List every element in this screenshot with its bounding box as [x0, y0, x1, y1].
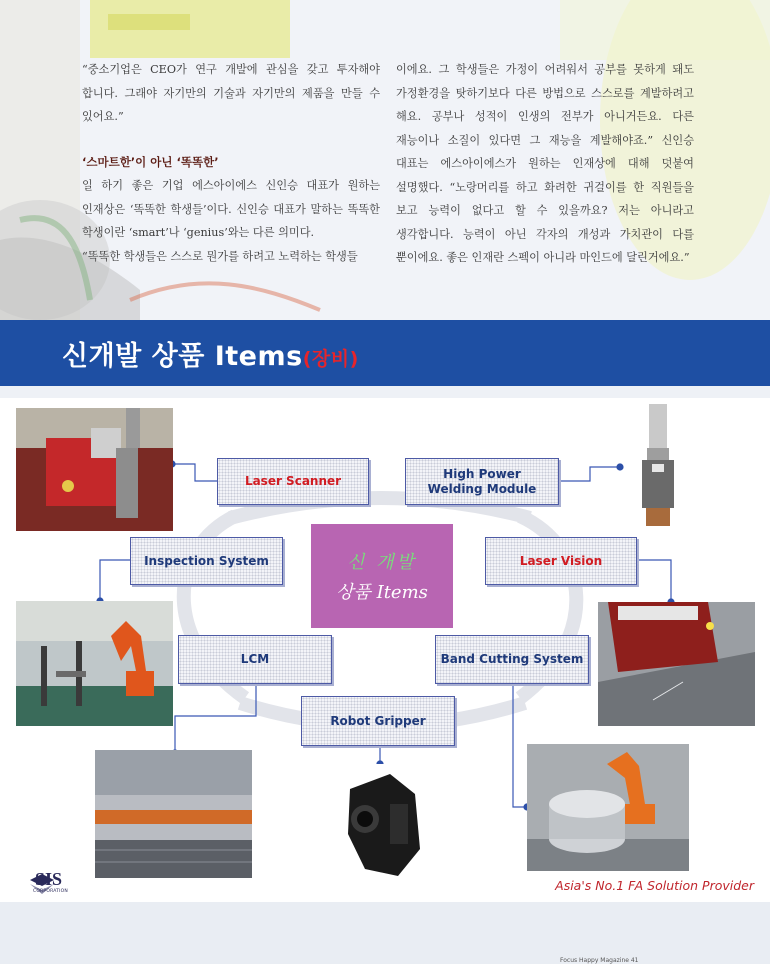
- robot-gripper-label: Robot Gripper: [330, 713, 426, 728]
- laser-vision-photo: [598, 602, 755, 726]
- inspection-system-photo: [16, 601, 173, 726]
- connector-welding-module: [559, 467, 620, 481]
- article-paragraph: 이에요. 그 학생들은 가정이 어려워서 공부를 못하게 돼도 가정환경을 탓하기보다 다른 방법으로 스스로를 계발하려고 해요. 공부나 성적이 인생의 전부가 아니거든요. 다른 재능이나 소질이 있다면 그 재능을 계발해야죠.” 신인승 대표는 에스아이에스가 원하는 인재상에 대해 덧붙여 설명했다. “노랑머리를 하고 화려한 귀걸이를 한 직원들을 보고 능력이 없다고 할 수 있을까요? 저는 아니라고 생각합니다. 능력이 아닌 각자의 개성과 가치관이 다를 뿐이에요. 좋은 인재란 스펙이 아니라 마인드에 달린거에요.”: [396, 63, 694, 264]
- article-paragraph: “똑똑한 학생들은 스스로 뭔가를 하려고 노력하는 학생들: [82, 249, 358, 263]
- article-paragraph: 일 하기 좋은 기업 에스아이에스 신인승 대표가 원하는 인재상은 ‘똑똑한 학생들’이다. 신인승 대표가 말하는 똑똑한 학생이란 ‘smart’나 ‘genius’와는 다른 의미다.: [82, 179, 380, 239]
- robot-gripper-box: [301, 696, 455, 746]
- page-footer: Focus Happy Magazine 41: [560, 957, 639, 964]
- brand-tagline: Asia's No.1 FA Solution Provider: [555, 878, 754, 893]
- article-left-column: [82, 58, 380, 268]
- connector-inspection-system: [100, 560, 130, 601]
- sis-logo-text: SIS: [35, 869, 63, 889]
- laser-vision-label: Laser Vision: [519, 553, 603, 568]
- laser-vision-box: [485, 537, 637, 585]
- banner-title-text: 신개발 상품 Items: [62, 341, 303, 372]
- connector-laser-scanner: [172, 464, 217, 481]
- center-title-line2: 상품 Items: [336, 582, 428, 603]
- banner-title: [62, 334, 359, 373]
- connector-dot: [616, 463, 623, 470]
- article-quote: “중소기업은 CEO가 연구 개발에 관심을 갖고 투자해야 합니다. 그래야 자기만의 기술과 자기만의 제품을 만들 수 있어요.”: [82, 63, 380, 123]
- laser-scanner-photo: [16, 408, 173, 531]
- center-title-box: [311, 524, 453, 628]
- lcm-photo: [95, 750, 252, 878]
- inspection-system-box: [130, 537, 283, 585]
- lcm-box: [178, 635, 332, 684]
- welding-module-label-line2: Welding Module: [427, 481, 537, 496]
- article-subhead: ‘스마트한’이 아닌 ‘똑똑한’: [82, 154, 219, 169]
- sis-logo-subtext: CORPORATION: [33, 889, 68, 894]
- welding-module-label-line1: High Power: [443, 466, 521, 481]
- robot-gripper-photo: [320, 764, 443, 889]
- band-cutting-label: Band Cutting System: [440, 652, 584, 666]
- band-cutting-box: [435, 635, 589, 684]
- band-cutting-photo: [527, 744, 689, 871]
- article-right-column: [396, 58, 694, 270]
- lcm-label: LCM: [240, 652, 270, 666]
- laser-scanner-box: [217, 458, 369, 505]
- connector-laser-vision: [636, 560, 671, 602]
- inspection-system-label: Inspection System: [144, 553, 269, 568]
- page-bottom: [0, 902, 770, 964]
- product-diagram: [0, 398, 770, 902]
- center-title-line1: 신 개발: [347, 552, 417, 573]
- section-banner: [0, 320, 770, 386]
- article-section: [0, 0, 770, 320]
- banner-subtitle: (장비): [302, 348, 359, 370]
- welding-module-photo: [640, 404, 675, 530]
- laser-scanner-label: Laser Scanner: [244, 474, 342, 488]
- welding-module-box: [405, 458, 559, 505]
